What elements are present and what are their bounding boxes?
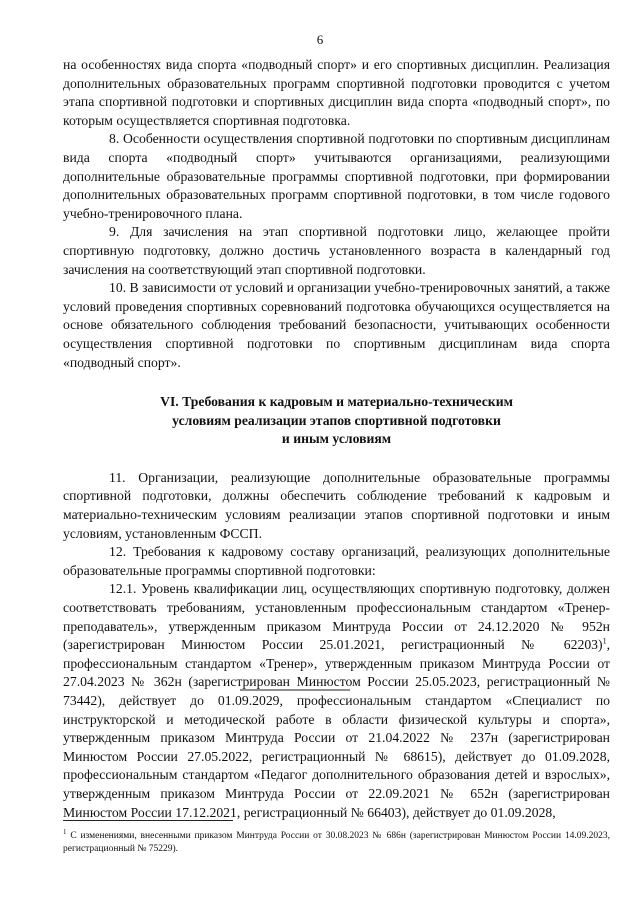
paragraph-12-1-part-2: , профессиональным стандартом «Тренер», утвержденным приказом Минтруда России от 27.04.2023 № 362н (зарегистрирован Минюстом России 25.05.2023, регистрационный № 73442), действует до 01.09.2029, профессиональным стандартом «Специалист по инструкторской и методической работе в области физической культуры и спорта», утвержденным приказом Минтруда России от 21.04.2022 № 237н (зарегистрирован Минюстом России 27.05.2022, регистрационный № 68615), действует до 01.09.2028, профессиональным стандартом «Педагог дополнительного образования детей и взрослых», утвержденным приказом Минтруда России от 22.09.2021 № 652н (зарегистрирован Минюстом России 17.12.2021, регистрационный № 66403), действует до 01.09.2028, (63, 637, 610, 820)
pen-underline-mark (240, 689, 350, 691)
paragraph-intro: на особенностях вида спорта «подводный спорт» и его спортивных дисциплин. Реализация дополнительных образовательных программ спортивной подготовки проводится с учетом этапа спортивной подготовки и спортивных дисциплин вида спорта «подводный спорт», по которым осуществляется спортивная подготовка. (63, 57, 610, 128)
section-heading-line-3: и иным условиям (281, 431, 392, 447)
paragraph-12-1-part-1: 12.1. Уровень квалификации лиц, осуществляющих спортивную подготовку, должен соответствовать требованиям, установленным профессиональным стандартом «Тренер-преподаватель», утвержденным приказом Минтруда России от 24.12.2020 № 952н (зарегистрирован Минюстом России 25.01.2021, регистрационный № 62203) (63, 581, 610, 653)
paragraph-11: 11. Организации, реализующие дополнительные образовательные программы спортивной подготовки, должны обеспечить соблюдение требований к кадровым и материально-техническим условиям реализации этапов спортивной подготовки и иным условиям, установленным ФССП. (63, 469, 610, 541)
document-body (63, 56, 610, 822)
section-heading-line-2: условиям реализации этапов спортивной подготовки (172, 412, 501, 428)
footnote-reference: 1 (602, 636, 607, 646)
footnote-marker: 1 (63, 827, 67, 836)
paragraph-12-1 (63, 580, 610, 822)
paragraph-12: 12. Требования к кадровому составу организаций, реализующих дополнительные образовательные программы спортивной подготовки: (63, 544, 610, 578)
paragraph-10: 10. В зависимости от условий и организации учебно-тренировочных занятий, а также условий проведения спортивных соревнований подготовка обучающихся осуществляется на основе обязательного соблюдения требований безопасности, учитывающих особенности осуществления спортивной подготовки по спортивным дисциплинам вида спорта «подводный спорт». (63, 280, 610, 370)
paragraph-9: 9. Для зачисления на этап спортивной подготовки лицо, желающее пройти спортивную подготовку, должно достичь установленного возраста в календарный год зачисления на соответствующий этап спортивной подготовки. (63, 224, 610, 277)
page-number: 6 (316, 32, 324, 47)
section-heading (63, 393, 610, 449)
paragraph-8: 8. Особенности осуществления спортивной подготовки по спортивным дисциплинам вида спорта «подводный спорт» учитываются организациями, реализующими дополнительные образовательные программы спортивной подготовки, при формировании дополнительных образовательных программ спортивной подготовки, в том числе годового учебно-тренировочного плана. (63, 131, 610, 221)
footnote (63, 827, 610, 855)
section-heading-line-1: VI. Требования к кадровым и материально-техническим (160, 394, 513, 410)
footnote-divider (63, 820, 233, 821)
footnote-text: С изменениями, внесенными приказом Минтруда России от 30.08.2023 № 686н (зарегистрирован Минюстом России 14.09.2023, регистрационный № 75229). (63, 831, 610, 854)
